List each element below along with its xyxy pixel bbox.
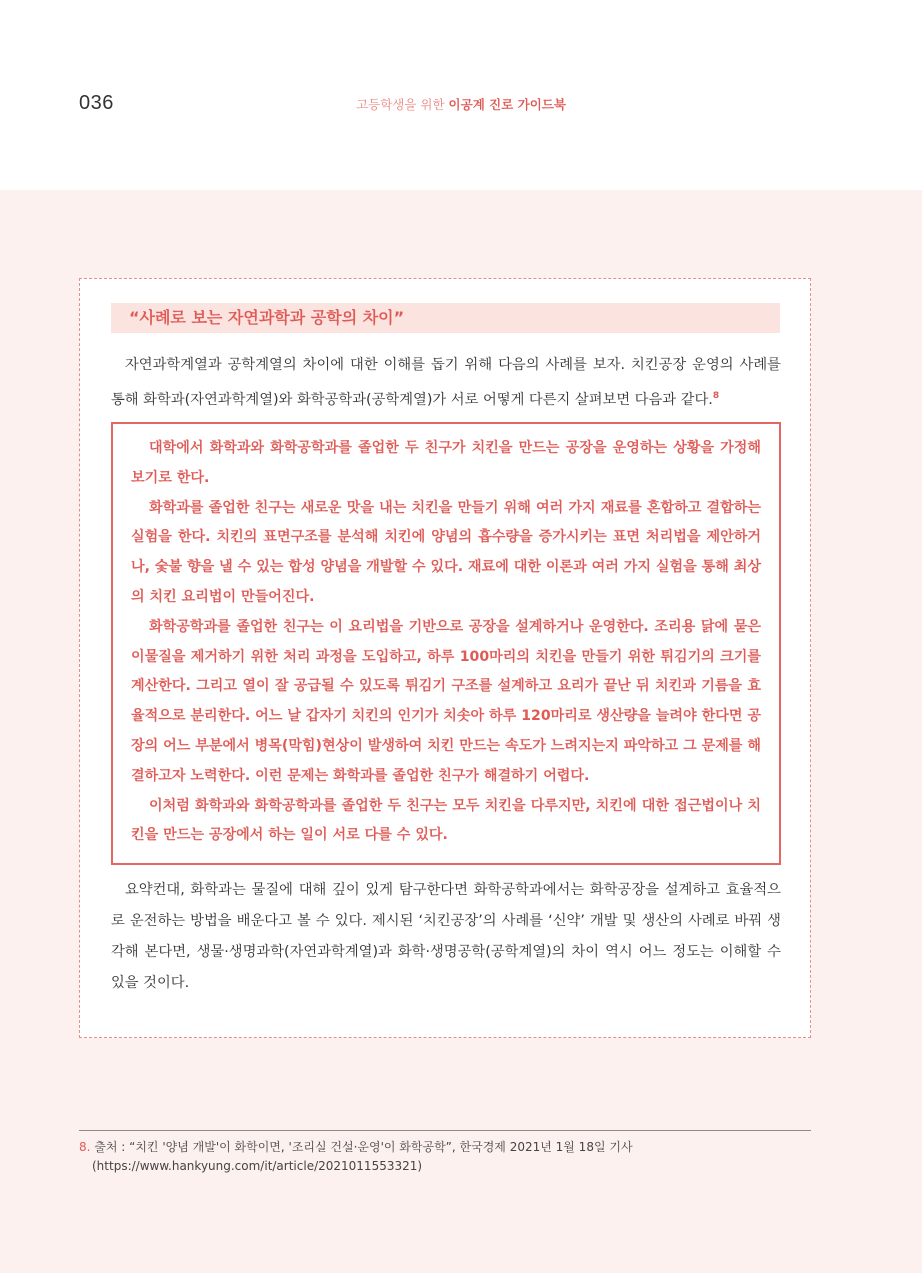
intro-text: 자연과학계열과 공학계열의 차이에 대한 이해를 돕기 위해 다음의 사례를 보자. 치킨공장 운영의 사례를 통해 화학과(자연과학계열)와 화학공학과(공학계열)가 서로 어떻게 다른지 살펴보면 다음과 같다. bbox=[111, 357, 781, 408]
footnote-reference: 8 bbox=[712, 391, 720, 401]
book-title-prefix: 고등학생을 위한 bbox=[356, 97, 449, 112]
intro-paragraph bbox=[111, 350, 781, 416]
case-study-box bbox=[111, 422, 781, 865]
case-paragraph-1: 대학에서 화학과와 화학공학과를 졸업한 두 친구가 치킨을 만드는 공장을 운영하는 상황을 가정해보기로 한다. bbox=[131, 440, 761, 486]
running-header bbox=[0, 95, 922, 113]
footnote bbox=[79, 1138, 819, 1176]
section-title: “사례로 보는 자연과학과 공학의 차이” bbox=[111, 303, 780, 333]
page-number: 036 bbox=[79, 92, 114, 114]
case-paragraph-2: 화학과를 졸업한 친구는 새로운 맛을 내는 치킨을 만들기 위해 여러 가지 재료를 혼합하고 결합하는 실험을 한다. 치킨의 표면구조를 분석해 치킨에 양념의 흡수량을 증가시키는 표면 처리법을 제안하거나, 숯불 향을 낼 수 있는 합성 양념을 개발할 수 있다. 재료에 대한 이론과 여러 가지 실험을 통해 최상의 치킨 요리법이 만들어진다. bbox=[131, 499, 761, 605]
case-paragraph-4: 이처럼 화학과와 화학공학과를 졸업한 두 친구는 모두 치킨을 다루지만, 치킨에 대한 접근법이나 치킨을 만드는 공장에서 하는 일이 서로 다를 수 있다. bbox=[131, 797, 761, 844]
content-box bbox=[79, 278, 811, 1038]
footnote-text: 출처 : “치킨 '양념 개발'이 화학이면, '조리실 건설·운영'이 화학공학”, 한국경제 2021년 1월 18일 기사 bbox=[90, 1140, 633, 1154]
summary-paragraph: 요약컨대, 화학과는 물질에 대해 깊이 있게 탐구한다면 화학공학과에서는 화학공장을 설계하고 효율적으로 운전하는 방법을 배운다고 볼 수 있다. 제시된 ‘치킨공장’의 사례를 ‘신약’ 개발 및 생산의 사례로 바꿔 생각해 본다면, 생물·생명과학(자연과학계열)과 화학·생명공학(공학계열)의 차이 역시 어느 정도는 이해할 수 있을 것이다. bbox=[111, 882, 781, 991]
footnote-url: (https://www.hankyung.com/it/article/2021011553321) bbox=[92, 1159, 423, 1173]
case-paragraph-3: 화학공학과를 졸업한 친구는 이 요리법을 기반으로 공장을 설계하거나 운영한다. 조리용 닭에 묻은 이물질을 제거하기 위한 처리 과정을 도입하고, 하루 100마리의 치킨을 만들기 위한 튀김기의 크기를 계산한다. 그리고 열이 잘 공급될 수 있도록 튀김기 구조를 설계하고 요리가 끝난 뒤 치킨과 기름을 효율적으로 분리한다. 어느 날 갑자기 치킨의 인기가 치솟아 하루 120마리로 생산량을 늘려야 한다면 공장의 어느 부분에서 병목(막힘)현상이 발생하여 치킨 만드는 속도가 느려지는지 파악하고 그 문제를 해결하고자 노력한다. 이런 문제는 화학과를 졸업한 친구가 해결하기 어렵다. bbox=[131, 618, 761, 784]
footnote-divider bbox=[79, 1130, 811, 1131]
footnote-number: 8. bbox=[79, 1140, 91, 1154]
book-title: 이공계 진로 가이드북 bbox=[448, 97, 566, 112]
